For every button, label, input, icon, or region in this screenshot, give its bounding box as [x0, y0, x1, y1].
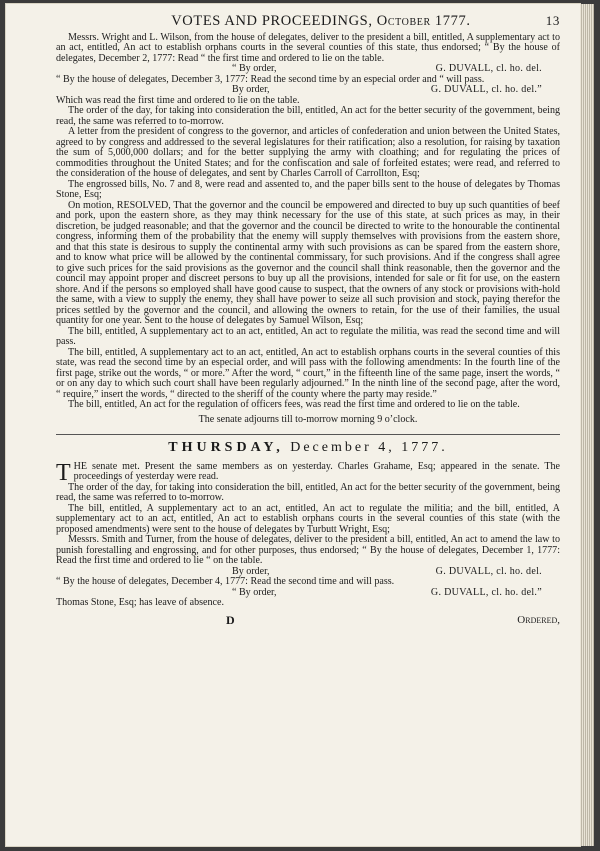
signature-line: By order, G. DUVALL, cl. ho. del. — [232, 565, 542, 577]
paragraph: Messrs. Smith and Turner, from the house of delegates, deliver to the president a bill, entitled, An act to amend the law to punish forestalling and engrossing, and for other purposes, thus endorsed; “ By the house of delegates, December 1, 1777: Read the first time and ordered to lie “ on the table. — [56, 534, 560, 566]
paragraph: The bill, entitled, An act for the regulation of officers fees, was read the first time and ordered to lie on the table. — [68, 399, 520, 410]
signature-line: “ By order, G. DUVALL, cl. ho. del.” — [232, 586, 542, 598]
section-rule — [56, 434, 560, 435]
running-header — [56, 13, 560, 29]
paragraph: A letter from the president of congress to the governor, and articles of confederation and union between the United States, agreed to by congress and addressed to the several legislatures for their ratification; also a resolution, for raising by taxation the sum of 5,000,000 dollars; and for the better supplying the army with cloathing; and for regulating the prices of commodities throughout the United States; and for the confiscation and sale of forfeited estates; were read, and referred to the consideration of the house of delegates, and sent by Charles Carroll of Carrollton, Esq; — [56, 126, 560, 179]
paragraph: The order of the day, for taking into consideration the bill, entitled, An act for the better security of the government, being read, the same was referred to to-morrow. — [56, 105, 560, 127]
page-text — [56, 13, 560, 627]
header-title: VOTES AND PROCEEDINGS, October 1777. — [171, 13, 471, 29]
signature-line: By order, G. DUVALL, cl. ho. del.” — [232, 84, 542, 95]
signature-line: “ By order, G. DUVALL, cl. ho. del. — [232, 63, 542, 74]
paragraph: Thomas Stone, Esq; has leave of absence. — [56, 597, 224, 608]
day-date: December 4, 1777. — [290, 440, 448, 455]
page-footer — [56, 612, 560, 627]
page-edge — [580, 4, 594, 846]
day-heading — [56, 440, 560, 455]
paragraph: The order of the day, for taking into consideration the bill, entitled, An act for the better security of the government, being read, the same was referred to to-morrow. — [56, 481, 560, 503]
drop-cap: T — [56, 459, 71, 486]
paragraph: The bill, entitled, A supplementary act to an act, entitled, An act to regulate the militia, was read the second time and will pass. — [56, 325, 560, 347]
adjournment-line: The senate adjourns till to-morrow morning 9 o’clock. — [198, 413, 418, 425]
signature-mark: D — [226, 612, 235, 627]
paragraph: “ By the house of delegates, December 3, 1777: Read the second time by an especial order and “ will pass. — [56, 73, 485, 85]
opening-paragraph: THE senate met. Present the same members as on yesterday. Charles Grahame, Esq; appeared in the senate. The proceedings of yesterday were read. — [56, 459, 560, 486]
day-name: THURSDAY, — [168, 440, 284, 455]
paragraph: Messrs. Wright and L. Wilson, from the house of delegates, deliver to the president a bill, entitled, A supplementary act to an act, entitled, An act to establish orphans courts in the several counties of this state, thus endorsed; “ By the house of delegates, December 2, 1777: Read “ the first time and ordered to lie on the table. — [56, 31, 560, 64]
paragraph: On motion, RESOLVED, That the governor and the council be empowered and directed to buy up such quantities of beef and pork, upon the eastern shore, as they may think necessary for the use of this state, at such prices as may, in their discretion, be judged reasonable; and that the governor and the council be directed to write to the honourable the continental congress, informing them of the probability that the enemy will supply themselves with provisions from the eastern shore, and that this state is desirous to supply the continental army with such provisions as can be spared from the eastern shore, and to know what price will be allowed by the continental commissary, for such provisions. And if the congress shall agree to give such prices for the said provisions as the governor and the council shall think reasonable, then the governor and the council may appoint proper and discreet persons to buy up all the provisions, intended for sale or fit for use, on the eastern shore. And if the persons so employed shall have good cause to suspect, that the owners of any stock or provisions with-hold the same, with a view to supply the enemy, they shall have power to seize all such provision and stock, paying therefor the prices settled by the governor and the council, and allowing the owners to retain, for the use of their families, the usual quantity for one year. Sent to the house of delegates by Samuel Wilson, Esq; — [56, 199, 560, 326]
paragraph: The bill, entitled, A supplementary act to an act, entitled, An act to regulate the militia; and the bill, entitled, A supplementary act to an act, entitled, An act to establish orphans courts in the several counties of this state (with the proposed amendments) were sent to the house of delegates by Turbutt Wright, Esq; — [56, 502, 560, 535]
catchword: Ordered, — [517, 613, 560, 626]
paragraph: The engrossed bills, No. 7 and 8, were read and assented to, and the paper bills sent to the house of delegates by Thomas Stone, Esq; — [56, 178, 560, 200]
paragraph: Which was read the first time and ordered to lie on the table. — [56, 94, 300, 106]
paragraph: The bill, entitled, A supplementary act to an act, entitled, An act to establish orphans courts in the several counties of this state, was read the second time by an especial order, and will pass with the following amendments: In the fourth line of the first page, strike out the words, “ or more.” After the word, “ court,” in the fifteenth line of the same page, insert the words, “ or on any day to which such court shall have been regularly adjourned.” In the ninth line of the second page, after the word, “ require,” insert the words, “ directed to the sheriff of the county where the party may reside.” — [56, 346, 560, 400]
page-number: 13 — [545, 13, 560, 28]
paragraph: “ By the house of delegates, December 4, 1777: Read the second time and will pass. — [56, 576, 395, 587]
